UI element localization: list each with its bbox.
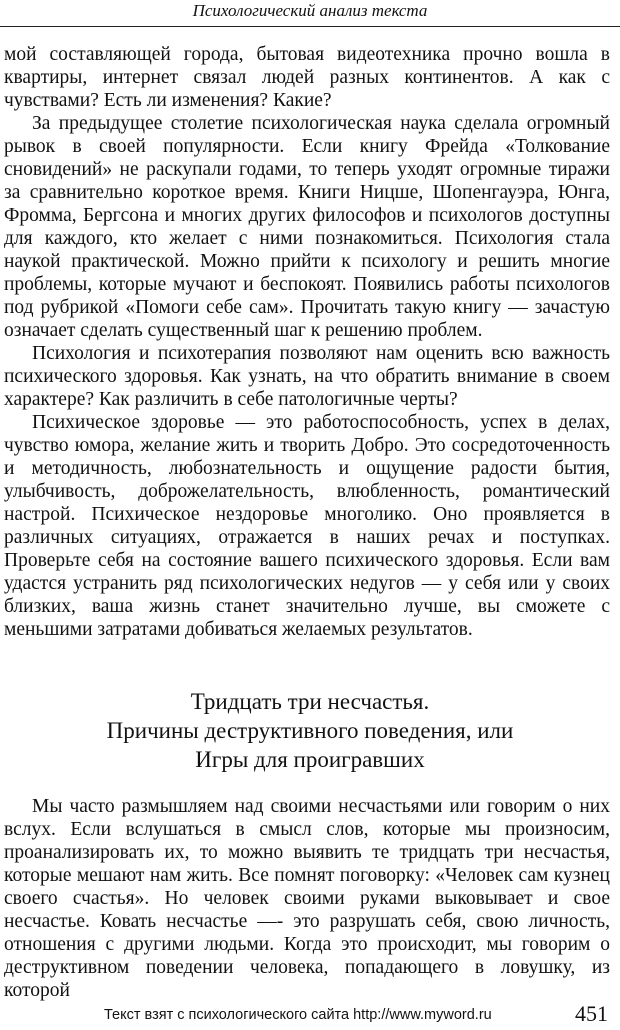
header-rule xyxy=(0,26,620,27)
footer-source-note: Текст взят с психологического сайта http://www.myword.ru xyxy=(104,1007,492,1023)
section-heading-line-1: Тридцать три несчастья. xyxy=(190,689,430,714)
section-heading-line-3: Игры для проигравших xyxy=(195,747,425,772)
section-heading-line-2: Причины деструктивного поведения, или xyxy=(106,718,514,743)
section-heading xyxy=(0,687,620,774)
section-body-text xyxy=(4,795,610,1002)
running-head: Психологический анализ текста xyxy=(192,1,428,20)
paragraph-mental-health-definition: Психическое здоровье — это работоспособность, успех в делах, чувство юмора, желание жить и творить Добро. Это сосредоточенность и методичность, любознательность и ощущение радости бытия, улыбчивость, доброжелательность, влюбленность, романтический настрой. Психическое нездоровье многолико. Оно проявляется в различных ситуациях, отражается в наших речах и поступках. Проверьте себя на состояние вашего психического здоровья. Если вам удастся устранить ряд психологических недугов — у себя или у своих близких, ваша жизнь станет значительно лучше, вы сможете с меньшими затратами добиваться желаемых результатов. xyxy=(4,412,610,640)
paragraph-psychology-popularity: За предыдущее столетие психологическая наука сделала огромный рывок в своей популярности. Если книгу Фрейда «Толкование сновидений» не раскупали годами, то теперь уходят огромные тиражи за сравнительно короткое время. Книги Ницше, Шопенгауэра, Юнга, Фромма, Бергсона и многих других философов и психологов доступны для каждого, кто желает с ними познакомиться. Психология стала наукой практической. Можно прийти к психологу и решить многие проблемы, которые мучают и беспокоят. Появились работы психологов под рубрикой «Помоги себе сам». Прочитать такую книгу — зачастую означает сделать существенный шаг к решению проблем. xyxy=(4,113,610,341)
paragraph-thirty-three-misfortunes: Мы часто размышляем над своими несчастьями или говорим о них вслух. Если вслушаться в смысл слов, которые мы произносим, проанализировать их, то можно выявить те тридцать три несчастья, которые мешают нам жить. Все помнят поговорку: «Человек сам кузнец своего счастья». Но человек своими руками выковывает и свое несчастье. Ковать несчастье —- это разрушать себя, свою личность, отношения с другими людьми. Когда это происходит, мы говорим о деструктивном поведении человека, попадающего в ловушку, из которой xyxy=(4,796,610,1001)
body-text xyxy=(4,43,610,641)
paragraph-mental-health-importance: Психология и психотерапия позволяют нам оценить всю важность психического здоровья. Как узнать, на что обратить внимание в своем характере? Как различить в себе патологичные черты? xyxy=(4,343,610,410)
paragraph-continued: мой составляющей города, бытовая видеотехника прочно вошла в квартиры, интернет связал людей разных континентов. А как с чувствами? Есть ли изменения? Какие? xyxy=(4,44,610,111)
page-number: 451 xyxy=(575,1001,608,1026)
